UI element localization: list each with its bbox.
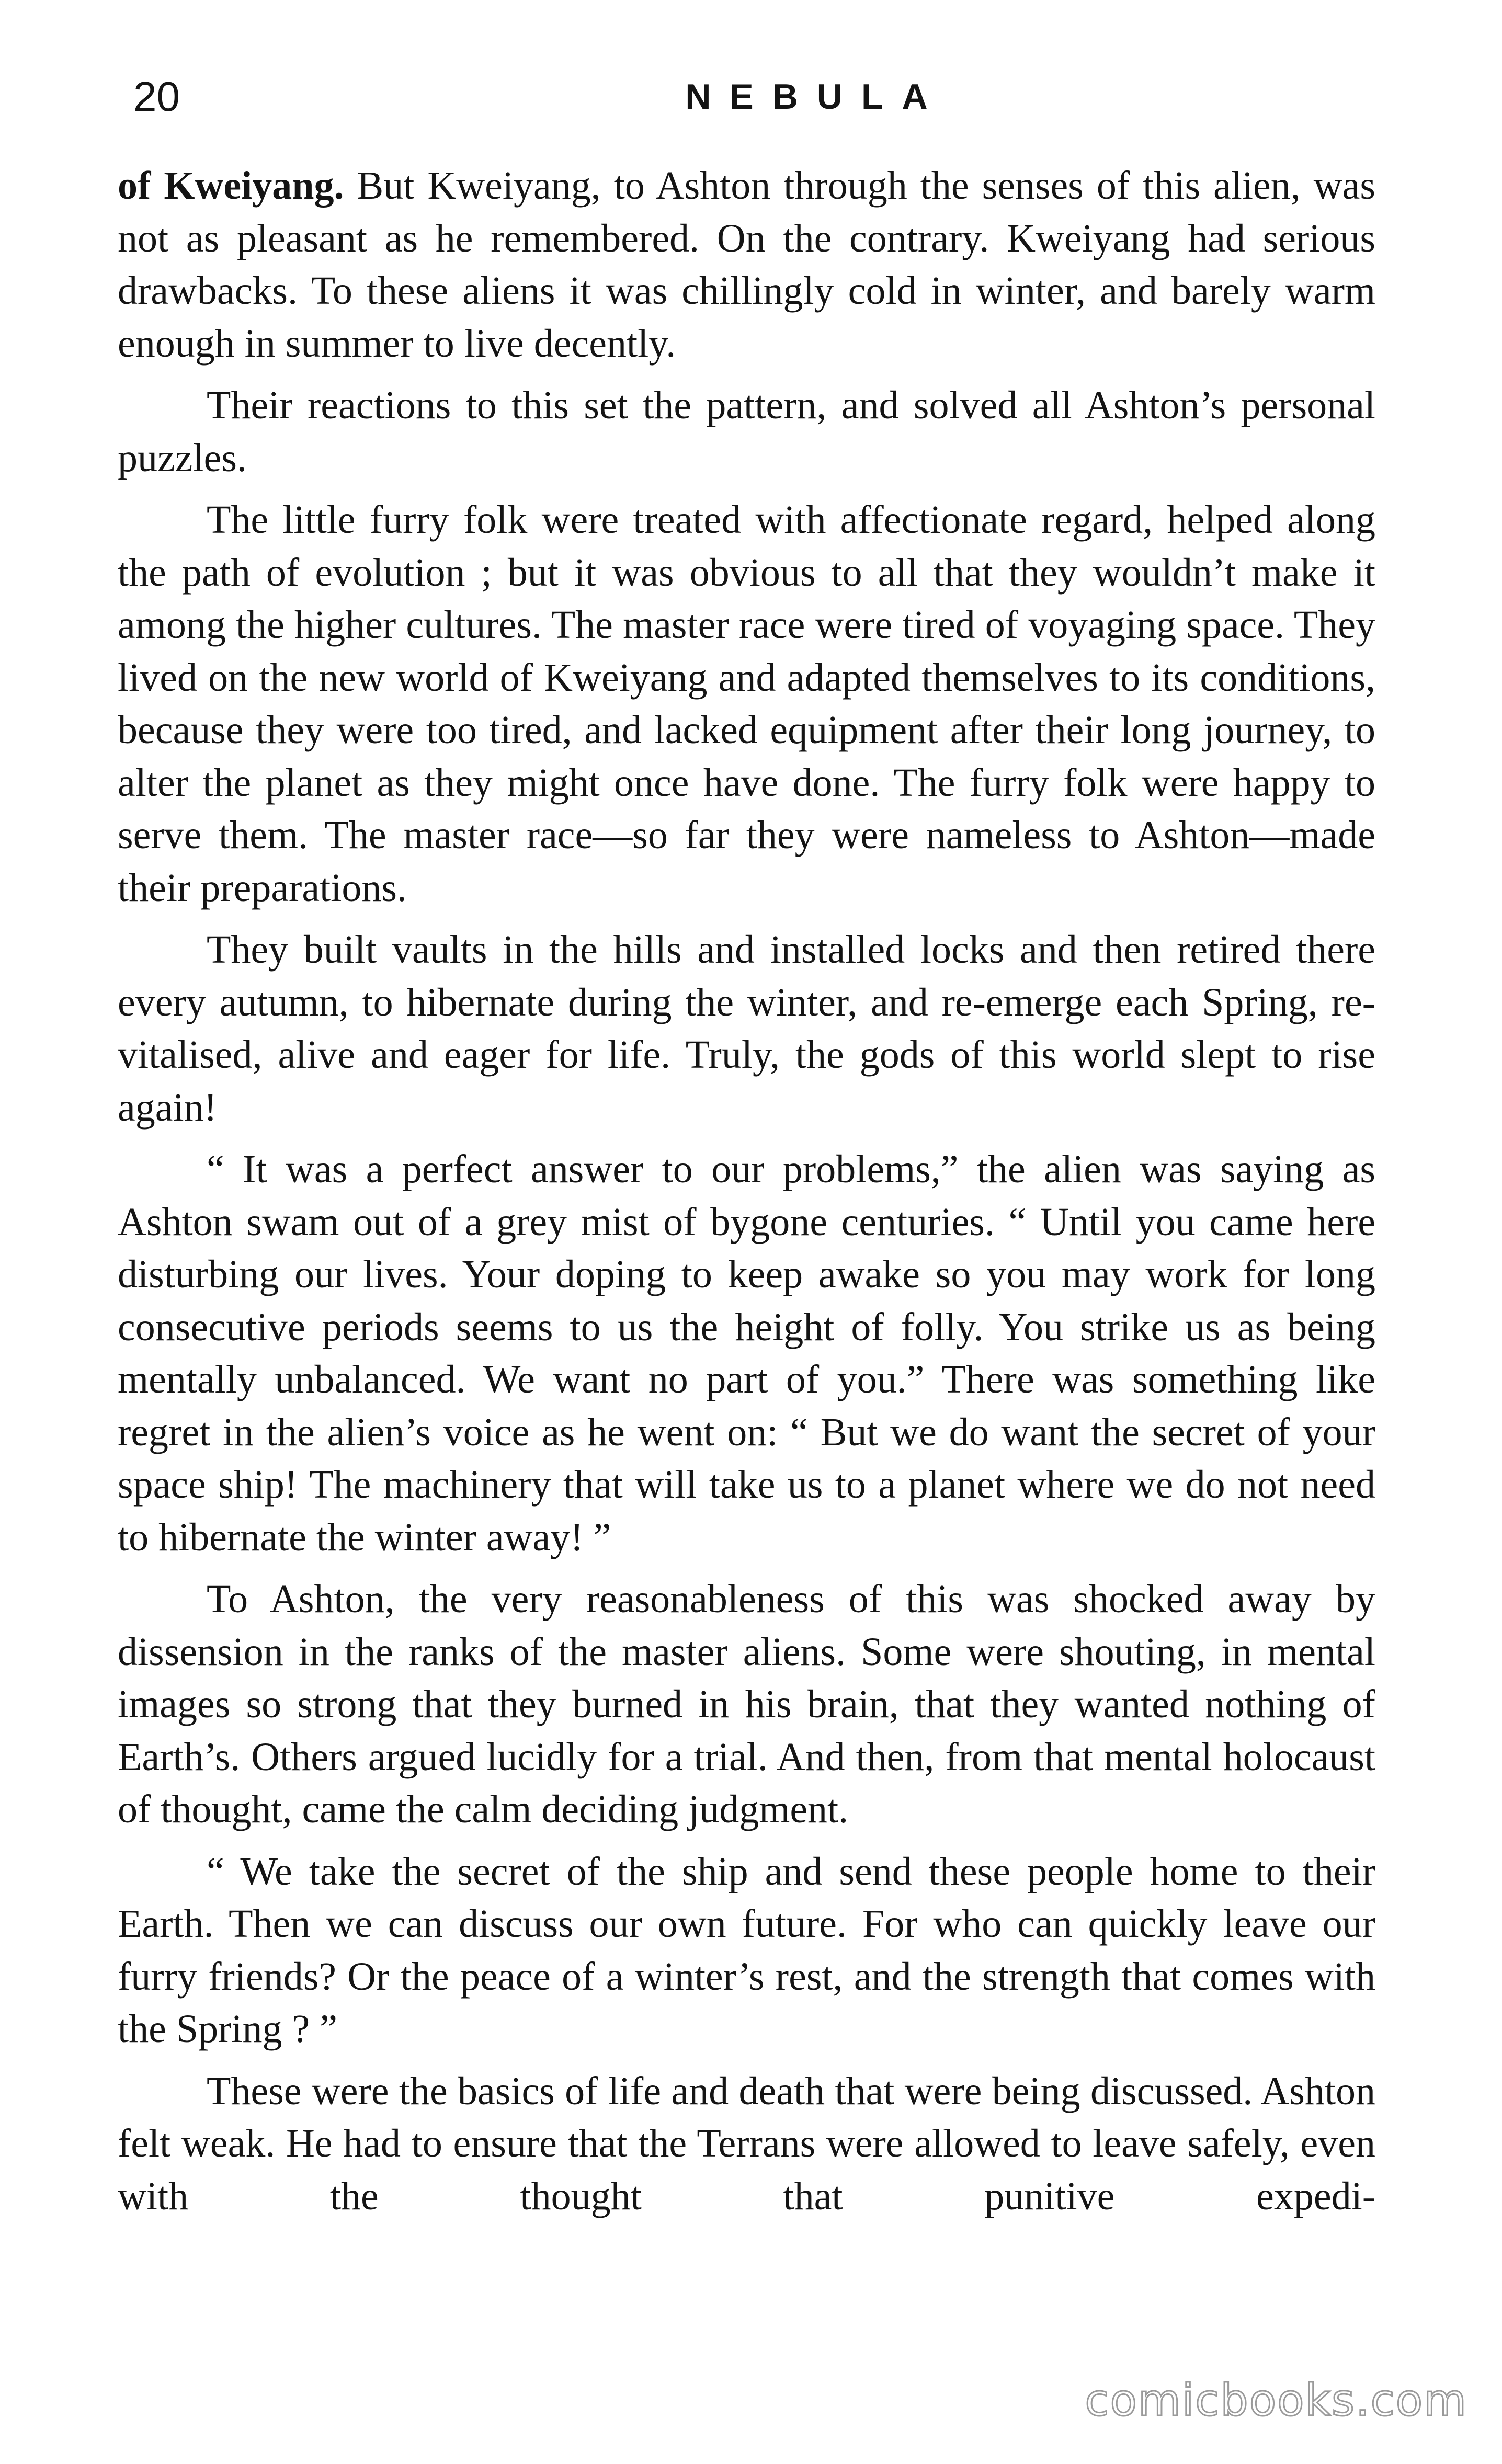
watermark: comicbooks.com — [1085, 2375, 1467, 2426]
page-header — [118, 68, 1394, 126]
paragraph — [118, 159, 1375, 370]
page-number: 20 — [133, 73, 180, 120]
paragraph-text: But Kweiyang, to Ashton through the senses of this alien, was not as pleasant as he remembered. On the contrary. Kweiyang had serious drawbacks. To these aliens it was chillingly cold in winter, and barely warm enough in summer to live decently. — [118, 164, 1375, 366]
paragraph: “ We take the secret of the ship and send these people home to their Earth. Then we can discuss our own future. For who can quickly leave our furry friends? Or the peace of a winter’s rest, and the strength that comes with the Spring ? ” — [118, 1849, 1375, 2051]
paragraph: They built vaults in the hills and installed locks and then retired there every autumn, to hibernate during the winter, and re-emerge each Spring, re-vitalised, alive and eager for life. Truly, the gods of this world slept to rise again! — [118, 928, 1375, 1130]
paragraph: The little furry folk were treated with affectionate regard, helped along the path of evolution ; but it was obvious to all that they wouldn’t make it among the higher cultures. The master race were tired of voyaging space. They lived on the new world of Kweiyang and adapted themselves to its conditions, because they were too tired, and lacked equipment after their long journey, to alter the planet as they might once have done. The furry folk were happy to serve them. The master race—so far they were nameless to Ashton—made their preparations. — [118, 498, 1375, 910]
running-title: NEBULA — [685, 77, 947, 117]
paragraph-lead: of Kweiyang. — [118, 164, 344, 208]
paragraph: Their reactions to this set the pattern, and solved all Ashton’s personal puzzles. — [118, 383, 1375, 480]
paragraph: These were the basics of life and death that were being discussed. Ashton felt weak. He had to ensure that the Terrans were allowed to leave safely, even with the thought that punitive expedi- — [118, 2069, 1375, 2218]
paragraph: To Ashton, the very reasonableness of this was shocked away by dissension in the ranks of the master aliens. Some were shouting, in mental images so strong that they burned in his brain, that they wanted nothing of Earth’s. Others argued lucidly for a trial. And then, from that mental holocaust of thought, came the calm deciding judgment. — [118, 1577, 1375, 1831]
paragraph: “ It was a perfect answer to our problems,” the alien was saying as Ashton swam out of a grey mist of bygone centuries. “ Until you came here disturbing our lives. Your doping to keep awake so you may work for long consecutive periods seems to us the height of folly. You strike us as being mentally unbalanced. We want no part of you.” There was something like regret in the alien’s voice as he went on: “ But we do want the secret of your space ship! The machinery that will take us to a planet where we do not need to hibernate the winter away! ” — [118, 1147, 1375, 1559]
body-text — [118, 159, 1375, 2232]
